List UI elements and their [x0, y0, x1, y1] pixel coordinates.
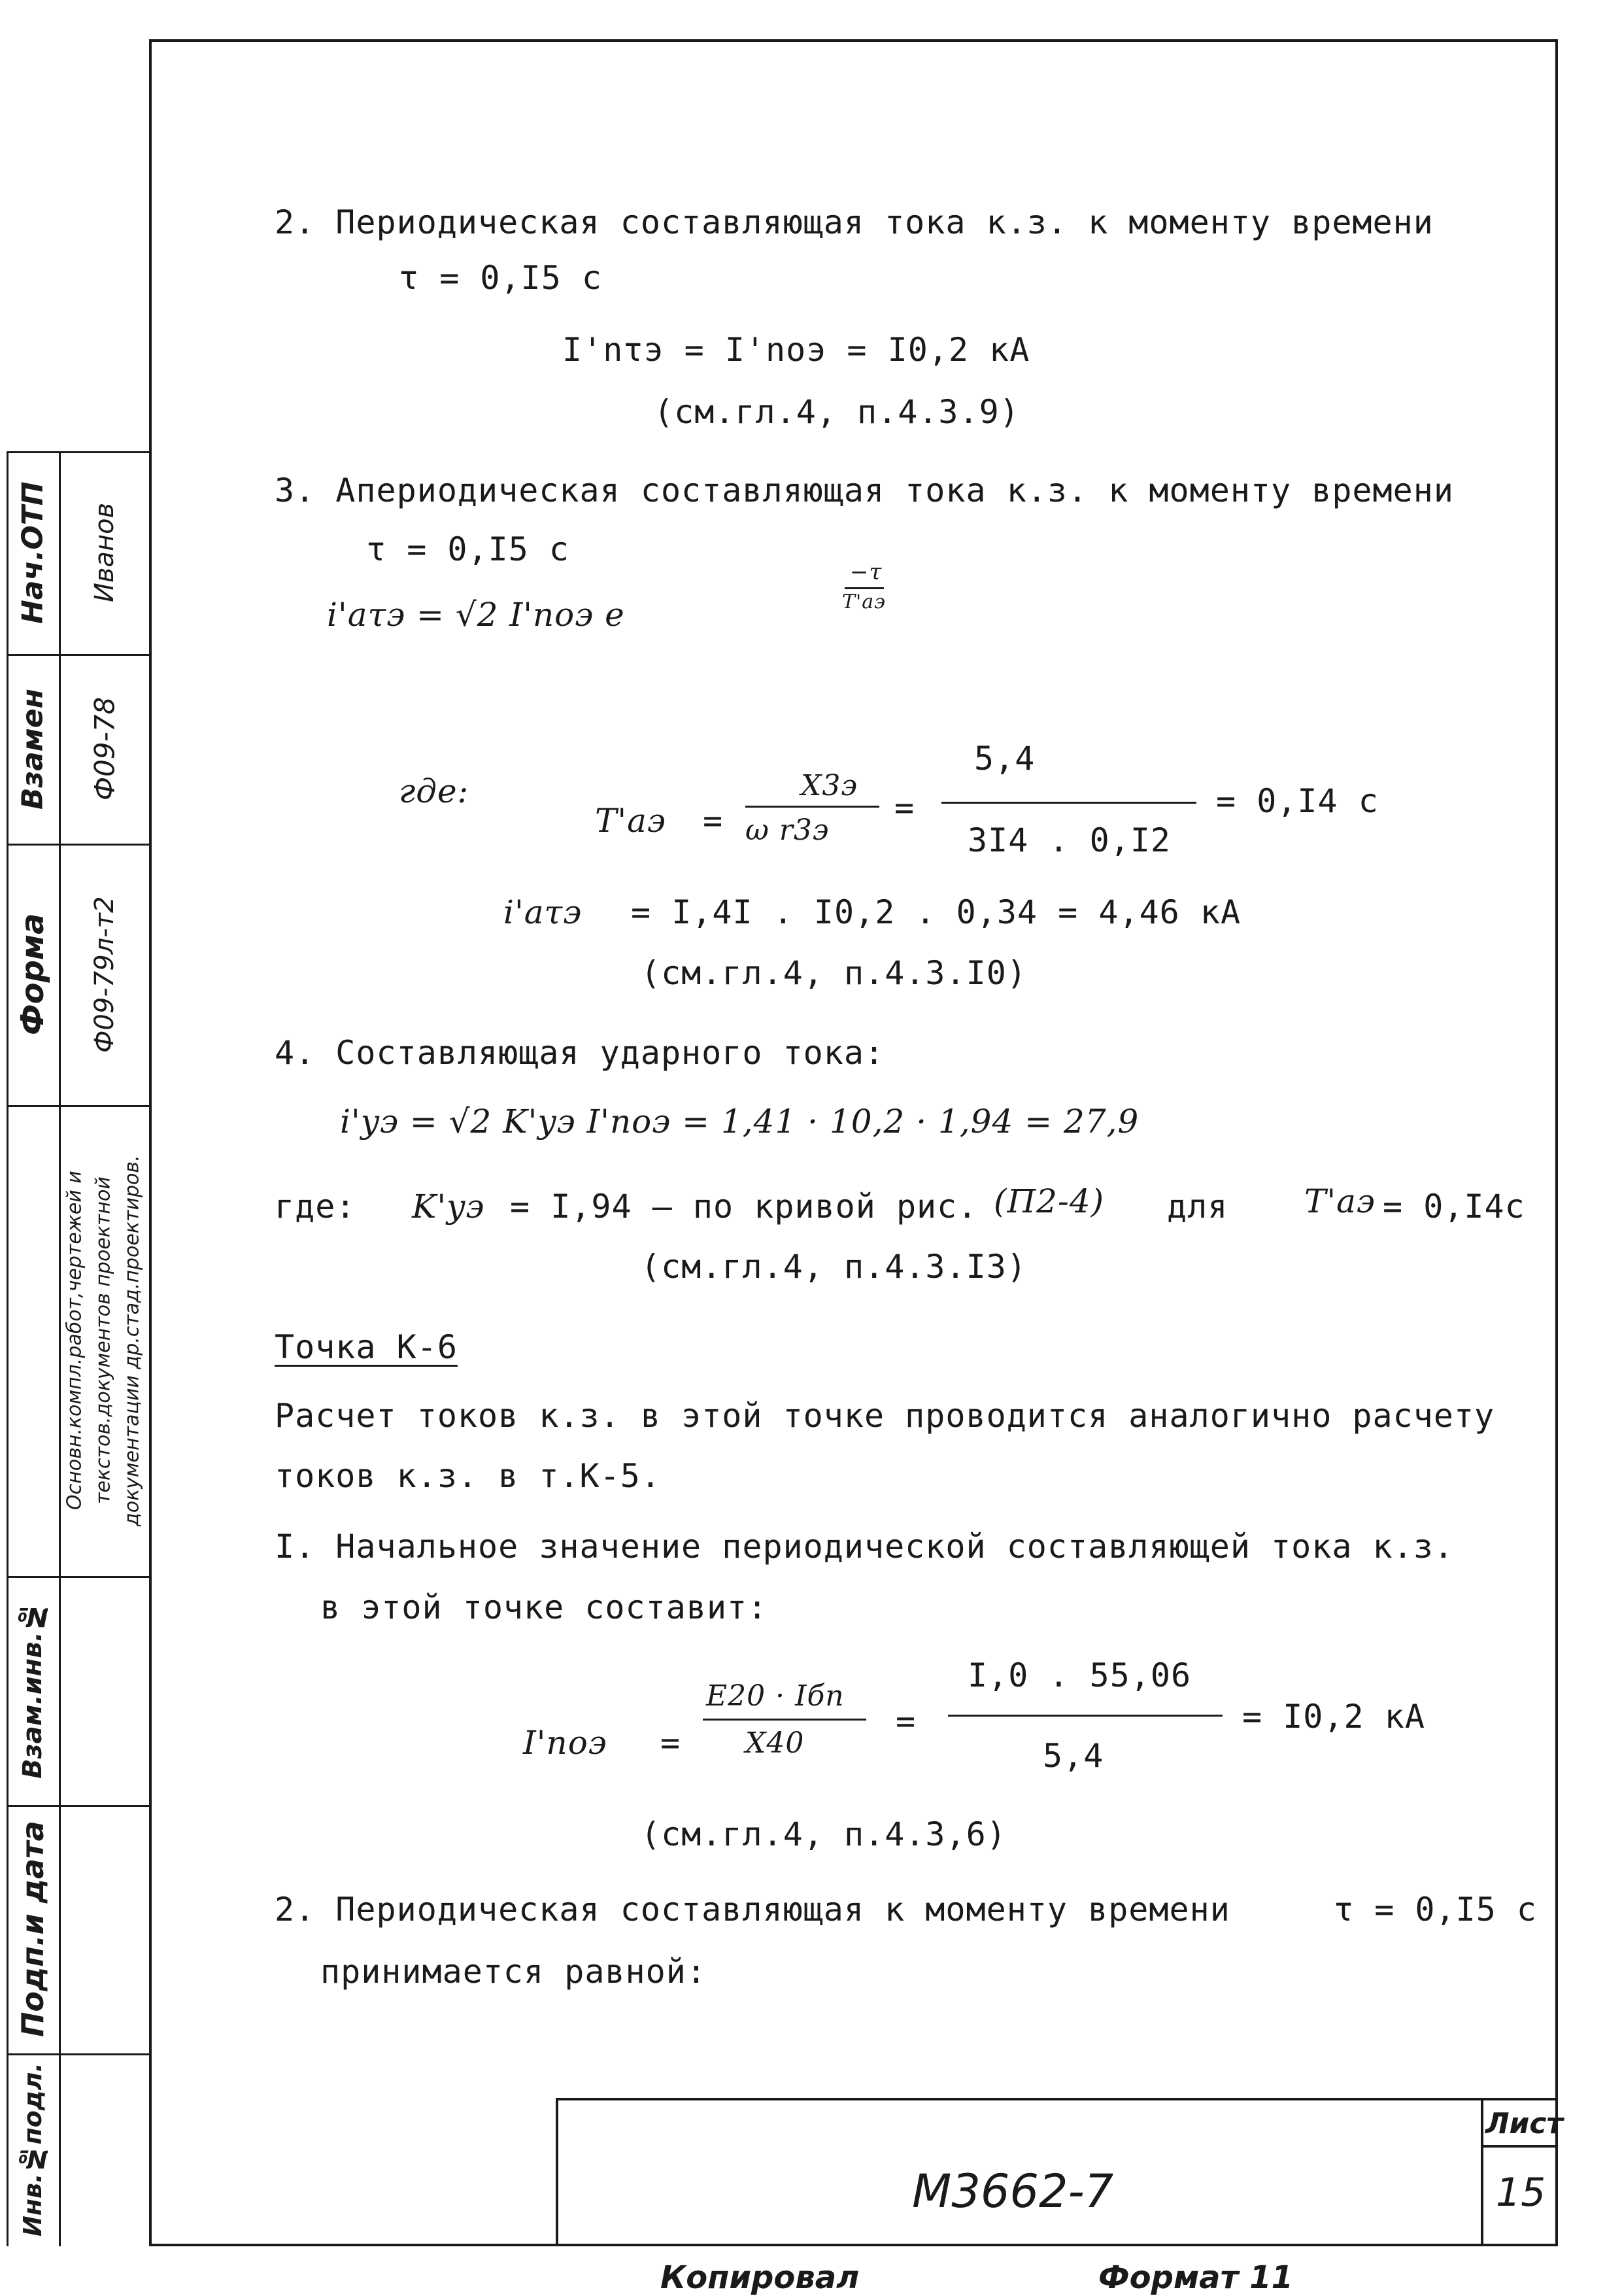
s2-tau: τ = 0,I5 с: [399, 259, 603, 297]
footer-format: Формат 11: [1098, 2259, 1293, 2296]
s4-kval: = I,94 – по кривой рис.: [510, 1188, 978, 1225]
s4-ref: (см.гл.4, п.4.3.I3): [641, 1248, 1027, 1286]
s3-exp-line: [845, 587, 884, 589]
k6-eq1: =: [660, 1724, 681, 1762]
s2-heading: 2. Периодическая составляющая тока к.з. к моменту времени: [275, 203, 1434, 241]
forma-value: Ф09-79л-т2: [90, 896, 120, 1053]
nach-otp-signature: Иванов: [90, 502, 120, 603]
s4-taval: = 0,I4с: [1383, 1188, 1525, 1225]
document-code: М3662-7: [912, 2165, 1114, 2218]
side-stamp: [7, 451, 149, 2246]
stamp-border-outer: [7, 451, 8, 2246]
k6-i2-line-1: 2. Периодическая составляющая к моменту времени: [275, 1891, 1230, 1928]
s3-ta-den: ω r3э: [745, 814, 830, 847]
s3-exp-den: T'aэ: [842, 591, 886, 613]
s4-for: для: [1167, 1188, 1228, 1225]
k6-den: X40: [745, 1726, 805, 1760]
s3-ta-eq1: =: [703, 802, 724, 840]
s3-ta-result: = 0,I4 с: [1216, 782, 1379, 820]
k6-i1-line-1: I. Начальное значение периодической составляющей тока к.з.: [275, 1528, 1454, 1566]
s3-ta-fracline-1: [745, 806, 879, 808]
s3-ref: (см.гл.4, п.4.3.I0): [641, 954, 1027, 992]
stamp-border-right: [149, 451, 151, 2246]
k6-fracline-1: [703, 1719, 866, 1721]
forma-label: Форма: [14, 913, 51, 1036]
s3-ta-num2: 5,4: [974, 740, 1036, 778]
vzamen-value: Ф09-78: [88, 696, 121, 801]
podp-data-label: Подп.и дата: [15, 1821, 50, 2038]
k6-i2-tau: τ = 0,I5 с: [1334, 1891, 1538, 1928]
inv-podl-label: Инв.№подл.: [18, 2063, 47, 2237]
s3-exp-num: −τ: [850, 559, 883, 585]
s3-ta-fracline-2: [941, 802, 1196, 804]
k6-eq2: =: [896, 1702, 917, 1740]
s4-ta: T'aэ: [1304, 1182, 1376, 1220]
s2-formula: I'nτэ = I'nоэ = I0,2 кА: [562, 331, 1030, 369]
sheet-label: Лист: [1485, 2107, 1563, 2140]
k6-i1-line-2: в этой точке составит:: [320, 1588, 768, 1626]
s3-ta-lhs: T'aэ: [595, 802, 666, 840]
s4-fig: (П2-4): [994, 1182, 1105, 1220]
s4-formula: i'yэ = √2 K'yэ I'nоэ = 1,41 · 10,2 · 1,94 = 27,9: [340, 1103, 1140, 1140]
s3-ta-den2: 3I4 . 0,I2: [968, 821, 1172, 859]
s4-where: где:: [275, 1188, 356, 1225]
k6-p1-line-1: Расчет токов к.з. в этой точке проводится аналогично расчету: [275, 1397, 1495, 1435]
k6-i2-line-2: принимается равной:: [320, 1953, 707, 1991]
stamp-border-inner: [59, 451, 61, 2246]
osnovn-line-1: Основн.компл.работ,чертежей и: [63, 1171, 86, 1511]
k6-lhs: I'nоэ: [523, 1724, 607, 1762]
s3-ta-eq2: =: [894, 789, 915, 827]
s3-calc-lhs: i'aτэ: [503, 893, 583, 931]
osnovn-line-2: текстов.документов проектной: [92, 1176, 115, 1505]
k6-num2: I,0 . 55,06: [968, 1656, 1192, 1694]
s3-where: где:: [399, 772, 469, 810]
k6-p1-line-2: токов к.з. в т.К-5.: [275, 1457, 661, 1495]
s4-k: K'yэ: [412, 1188, 485, 1225]
k6-title: Точка К-6: [275, 1328, 458, 1366]
s3-heading: 3. Апериодическая составляющая тока к.з. к моменту времени: [275, 471, 1454, 509]
s3-formula: i'aτэ = √2 I'nоэ e: [327, 596, 625, 634]
k6-fracline-2: [948, 1715, 1223, 1717]
k6-den2: 5,4: [1043, 1737, 1104, 1775]
sheet-number: 15: [1496, 2170, 1546, 2216]
nach-otp-label: Нач.ОТП: [16, 481, 50, 624]
vzam-inv-label: Взам.инв.№: [18, 1602, 48, 1779]
sheet-divider: [1481, 2145, 1558, 2148]
s2-ref: (см.гл.4, п.4.3.9): [654, 393, 1020, 431]
k6-num: E20 · Iбп: [706, 1679, 845, 1713]
footer-copied: Копировал: [660, 2259, 860, 2296]
k6-ref: (см.гл.4, п.4.3,6): [641, 1815, 1007, 1853]
vzamen-label: Взамен: [16, 688, 50, 810]
s3-tau: τ = 0,I5 с: [366, 530, 570, 568]
s3-calc-rhs: = I,4I . I0,2 . 0,34 = 4,46 кА: [631, 893, 1242, 931]
s4-heading: 4. Составляющая ударного тока:: [275, 1034, 885, 1072]
osnovn-line-3: документации др.стад.проектиров.: [120, 1155, 144, 1526]
k6-result: = I0,2 кА: [1242, 1698, 1425, 1736]
s3-ta-num: X3э: [801, 769, 858, 802]
